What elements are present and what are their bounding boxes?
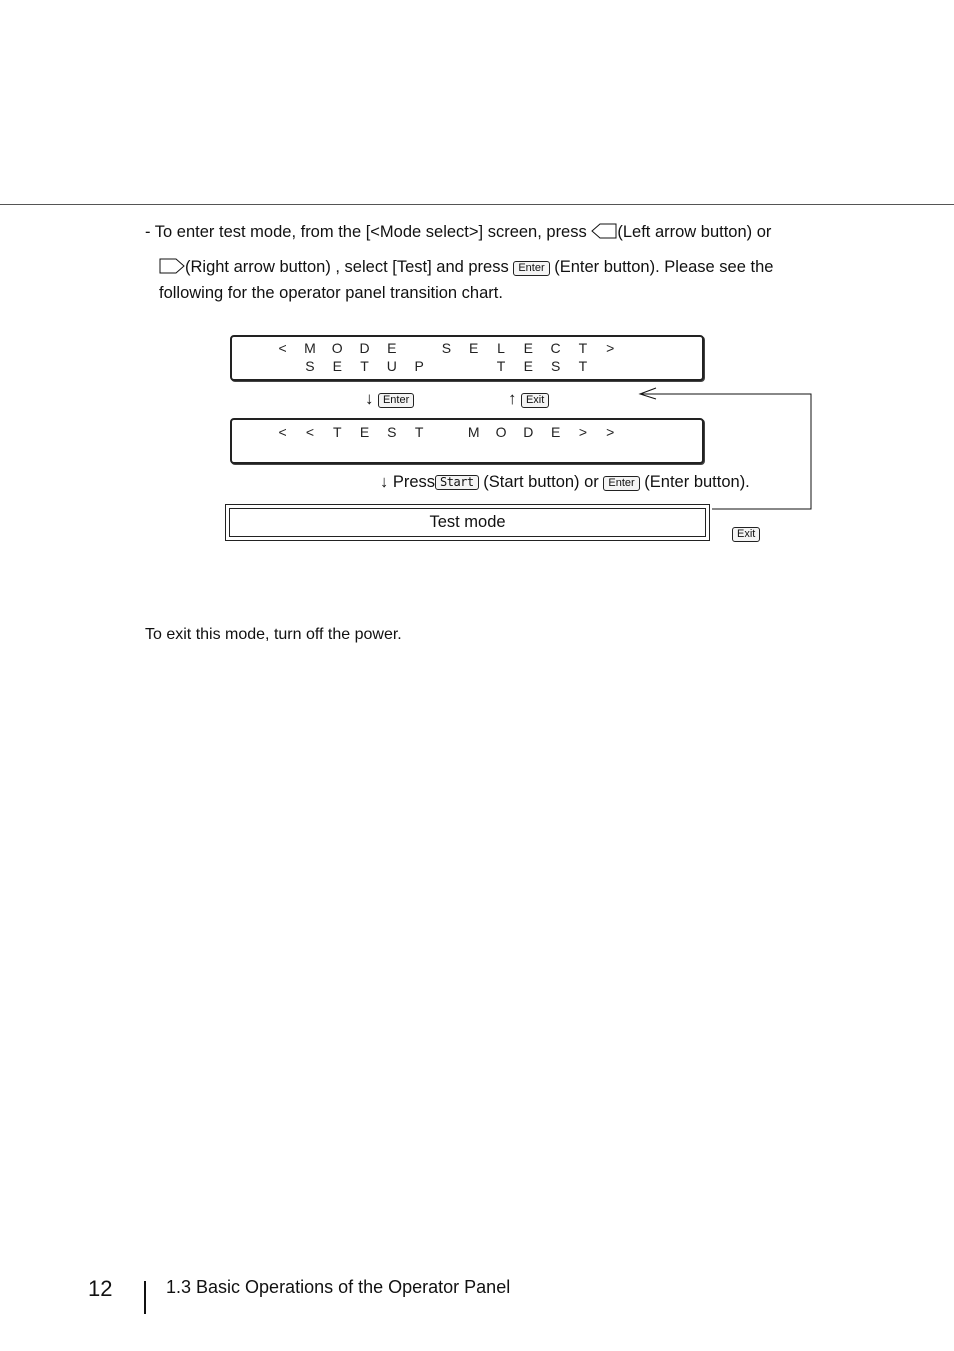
lcd-char [460, 358, 487, 374]
lcd-char: T [360, 358, 369, 374]
lcd-char: L [497, 340, 505, 356]
lcd-char: T [578, 358, 588, 374]
intro-line-3: following for the operator panel transition chart. [159, 284, 503, 302]
lcd-char: E [469, 340, 479, 356]
down-arrow-icon: ↓ [380, 473, 389, 491]
lcd-char [597, 358, 624, 374]
lcd-char: D [359, 340, 370, 356]
return-connector [630, 384, 820, 514]
lcd-char: E [359, 424, 370, 440]
enter-transition [365, 389, 414, 409]
lcd-char: E [523, 358, 533, 374]
left-arrow-button-icon [591, 222, 617, 240]
lcd-mode-select [230, 335, 704, 381]
enter-key-icon: Enter [378, 393, 414, 408]
header-rule [0, 204, 954, 205]
lcd-char: E [523, 340, 533, 356]
press-label: Press [392, 473, 436, 491]
exit-key-icon: Exit [521, 393, 549, 408]
section-title: 1.3 Basic Operations of the Operator Panel [166, 1277, 511, 1297]
left-arrow-desc: (Left arrow button) or [617, 223, 772, 241]
lcd-mode-select-line-1 [269, 340, 624, 356]
exit-key-icon: Exit [732, 527, 760, 542]
intro-line-1-text: - To enter test mode, from the [<Mode select>] screen, press [145, 223, 587, 241]
lcd-char: T [578, 340, 588, 356]
exit-return [732, 525, 760, 543]
lcd-test-mode-line [269, 424, 624, 440]
lcd-mode-select-line-2 [269, 358, 624, 374]
lcd-char: M [304, 340, 316, 356]
lcd-char: C [550, 340, 561, 356]
lcd-char: U [386, 358, 397, 374]
exit-note: To exit this mode, turn off the power. [145, 626, 402, 643]
test-mode-label: Test mode [229, 508, 706, 537]
lcd-char: < [278, 424, 287, 440]
enter-key-icon: Enter [513, 261, 549, 276]
lcd-char [433, 358, 460, 374]
lcd-char: < [278, 340, 287, 356]
lcd-char: O [495, 424, 507, 440]
lcd-char: S [305, 358, 315, 374]
start-desc: (Start button) or [483, 473, 599, 491]
intro-line-1 [145, 222, 771, 242]
footer-divider [144, 1281, 146, 1314]
lcd-char: > [606, 424, 615, 440]
lcd-char: E [550, 424, 561, 440]
down-arrow-icon: ↓ [365, 389, 374, 408]
return-line [642, 394, 811, 509]
lcd-char: S [550, 358, 561, 374]
lcd-char [405, 340, 432, 356]
lcd-char: T [496, 358, 506, 374]
enter-desc: (Enter button). [644, 473, 750, 491]
lcd-char [269, 358, 296, 374]
lcd-char: P [414, 358, 424, 374]
lcd-char: T [332, 424, 342, 440]
lcd-char [433, 424, 460, 440]
intro-line-2 [159, 257, 773, 277]
right-arrow-button-icon [159, 257, 185, 275]
lcd-char: S [387, 424, 397, 440]
enter-desc: (Enter button). Please see the [554, 258, 774, 276]
page-number: 12 [88, 1276, 113, 1301]
lcd-char: M [467, 424, 480, 440]
lcd-char: O [331, 340, 343, 356]
exit-transition [508, 389, 549, 409]
lcd-char: > [578, 424, 587, 440]
lcd-char: S [441, 340, 452, 356]
lcd-char: E [387, 340, 397, 356]
lcd-char: D [523, 424, 534, 440]
start-key-icon: Start [435, 475, 479, 490]
lcd-char: T [414, 424, 424, 440]
up-arrow-icon: ↑ [508, 389, 517, 408]
right-arrow-desc: (Right arrow button) , select [Test] and press [185, 258, 509, 276]
lcd-char: < [305, 424, 315, 440]
lcd-char: E [332, 358, 342, 374]
enter-key-icon: Enter [603, 476, 639, 491]
lcd-char: > [606, 340, 615, 356]
